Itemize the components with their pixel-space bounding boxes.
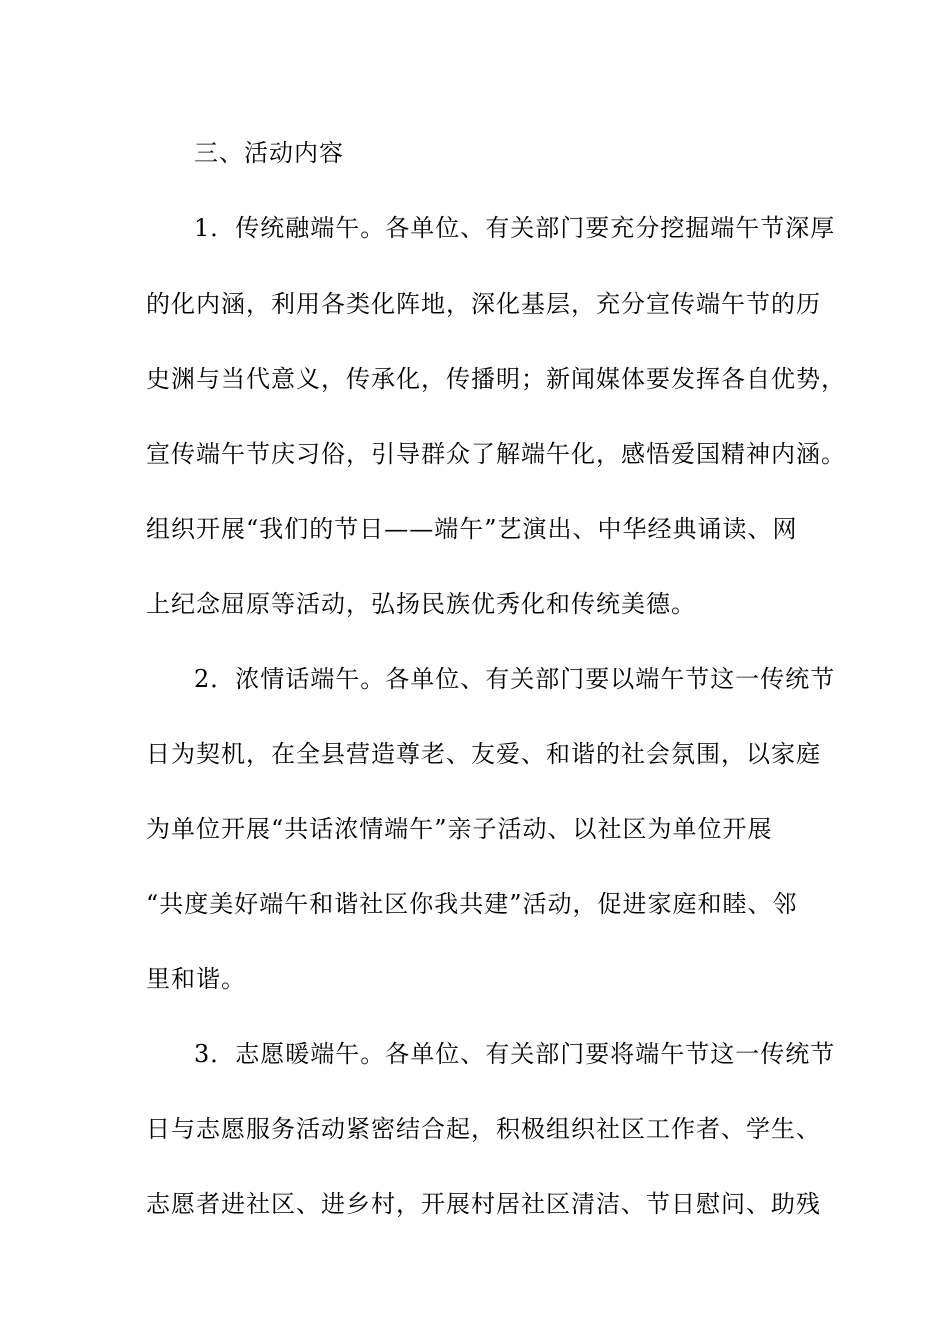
paragraph-3-line-3: 志愿者进社区、进乡村，开展村居社区清洁、节日慰问、助残	[146, 1190, 821, 1218]
section-heading: 三、活动内容	[194, 139, 344, 167]
paragraph-1-line-1: 1．传统融端午。各单位、有关部门要充分挖掘端午节深厚	[194, 214, 836, 242]
paragraph-1-line-6: 上纪念屈原等活动，弘扬民族优秀化和传统美德。	[146, 590, 696, 618]
paragraph-2-line-2: 日为契机，在全县营造尊老、友爱、和谐的社会氛围，以家庭	[146, 740, 821, 768]
paragraph-3-line-2: 日与志愿服务活动紧密结合起，积极组织社区工作者、学生、	[146, 1115, 821, 1143]
paragraph-2-line-1: 2．浓情话端午。各单位、有关部门要以端午节这一传统节	[194, 665, 836, 693]
paragraph-1-line-3: 史渊与当代意义，传承化，传播明；新闻媒体要发挥各自优势，	[146, 365, 846, 393]
paragraph-3-line-1: 3．志愿暖端午。各单位、有关部门要将端午节这一传统节	[194, 1040, 836, 1068]
paragraph-2-line-4: “共度美好端午和谐社区你我共建”活动，促进家庭和睦、邻	[146, 890, 798, 918]
paragraph-1-line-5: 组织开展“我们的节日——端午”艺演出、中华经典诵读、网	[146, 515, 798, 543]
paragraph-1-line-2: 的化内涵，利用各类化阵地，深化基层，充分宣传端午节的历	[146, 290, 821, 318]
paragraph-1-line-4: 宣传端午节庆习俗，引导群众了解端午化，感悟爱国精神内涵。	[146, 440, 846, 468]
paragraph-2-line-3: 为单位开展“共话浓情端午”亲子活动、以社区为单位开展	[146, 815, 773, 843]
paragraph-2-line-5: 里和谐。	[146, 965, 246, 993]
